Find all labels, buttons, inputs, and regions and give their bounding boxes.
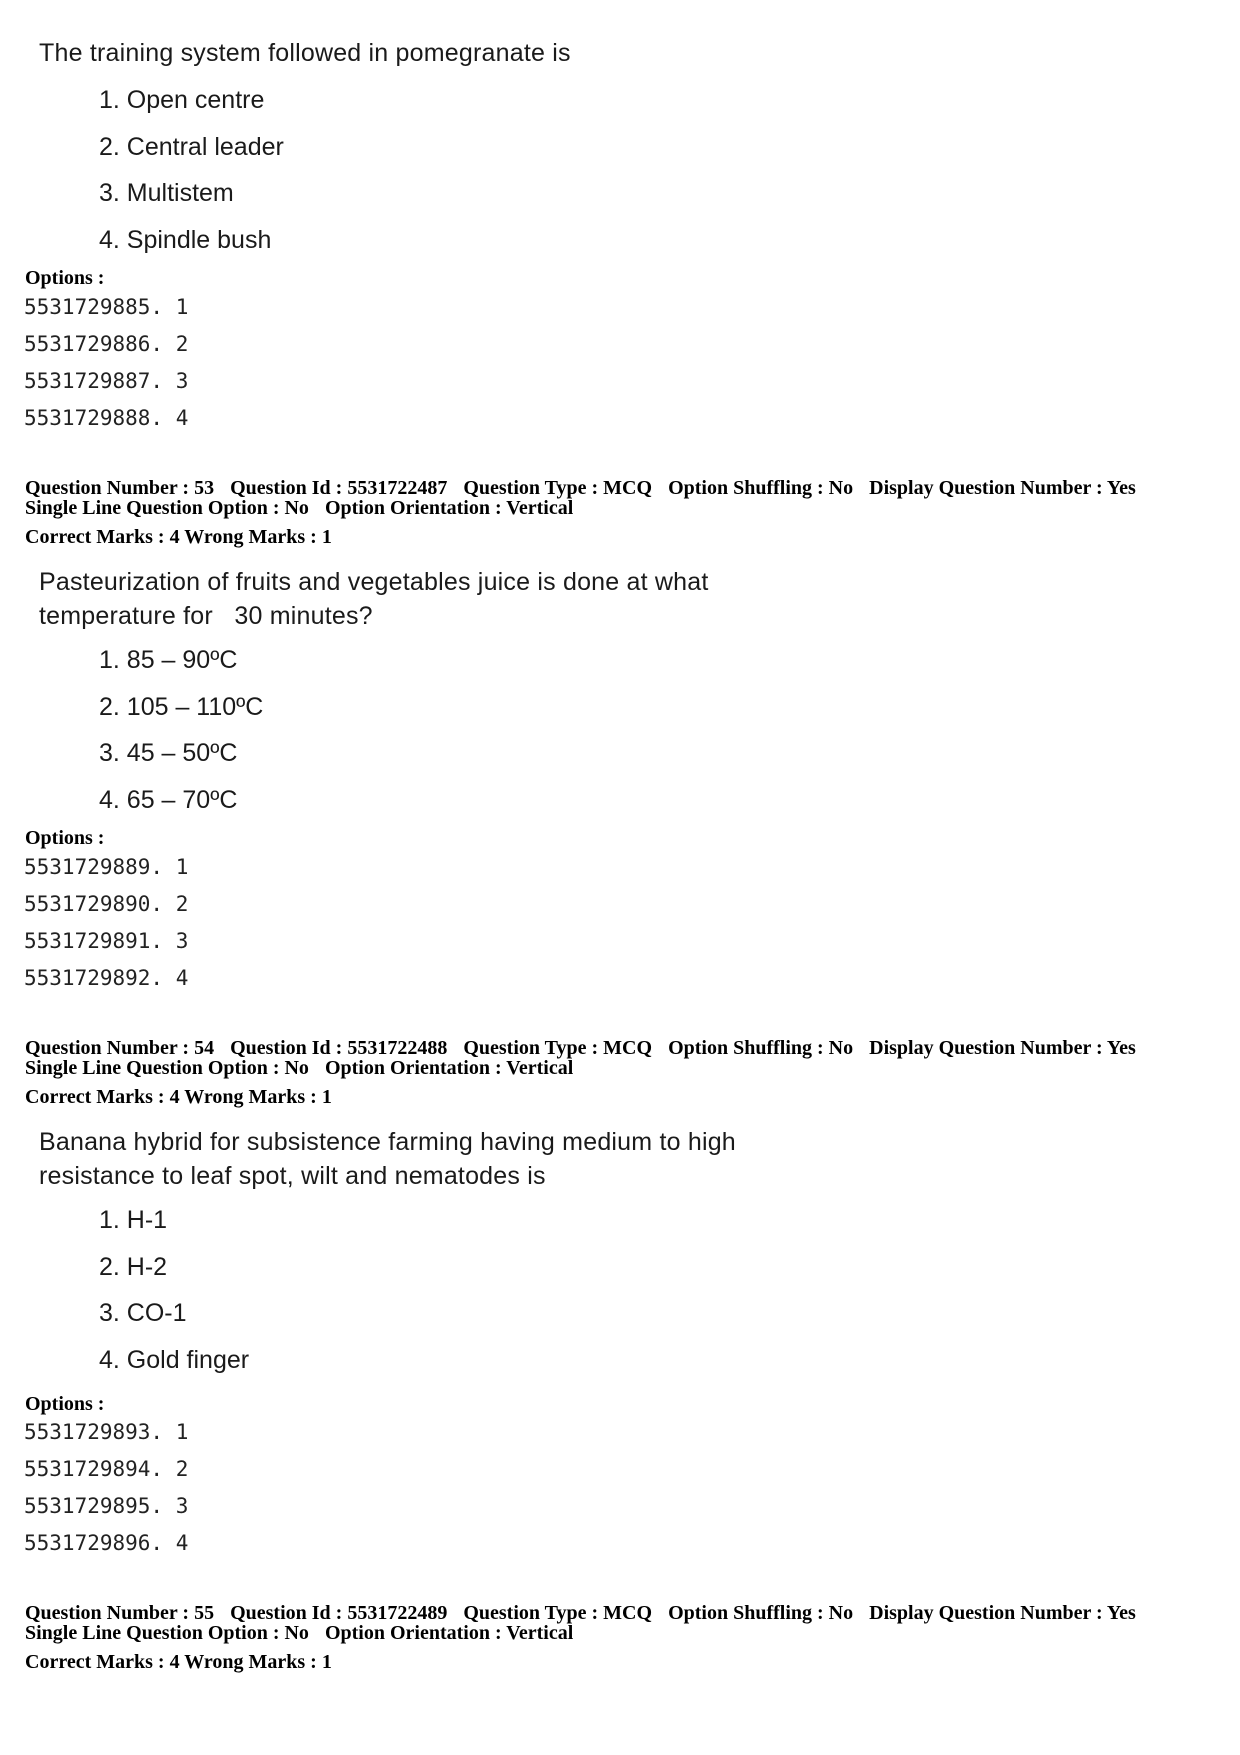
display-question-number: Display Question Number : Yes: [869, 477, 1136, 499]
single-line-option: Single Line Question Option : No: [25, 497, 309, 519]
wrong-marks: Wrong Marks : 1: [184, 1086, 332, 1108]
option-id: 5531729887. 3: [24, 369, 189, 393]
single-line-option: Single Line Question Option : No: [25, 1057, 309, 1079]
choice-3: 3. CO-1: [99, 1299, 187, 1327]
option-id: 5531729893. 1: [24, 1420, 189, 1444]
question-number: Question Number : 54: [25, 1037, 215, 1059]
question-type: Question Type : MCQ: [463, 1602, 653, 1624]
option-id: 5531729890. 2: [24, 892, 189, 916]
option-orientation: Option Orientation : Vertical: [324, 1622, 574, 1644]
choice-2: 2. 105 – 110ºC: [99, 692, 264, 721]
option-shuffling: Option Shuffling : No: [668, 1602, 854, 1624]
option-shuffling: Option Shuffling : No: [668, 1037, 854, 1059]
choice-2: 2. Central leader: [99, 132, 284, 161]
question-text: The training system followed in pomegranate is: [39, 39, 571, 67]
choice-4: 4. Spindle bush: [99, 225, 272, 254]
choice-2: 2. H-2: [99, 1252, 168, 1281]
option-id: 5531729888. 4: [24, 406, 189, 430]
question-id: Question Id : 5531722487: [230, 477, 448, 499]
display-question-number: Display Question Number : Yes: [869, 1037, 1136, 1059]
question-type: Question Type : MCQ: [463, 1037, 653, 1059]
marks-line: [25, 526, 332, 548]
options-list: [24, 1419, 188, 1567]
marks-line: [25, 1651, 332, 1673]
option-shuffling: Option Shuffling : No: [668, 477, 854, 499]
option-id: 5531729885. 1: [24, 295, 189, 319]
choice-1: 1. Open centre: [99, 86, 265, 114]
option-id: 5531729896. 4: [24, 1531, 189, 1555]
choice-4: 4. 65 – 70ºC: [99, 785, 238, 814]
question-meta-line1: [25, 1038, 1225, 1058]
question-text-line2: temperature for 30 minutes?: [39, 602, 373, 630]
question-meta-line1: [25, 478, 1225, 498]
question-text-line1: Banana hybrid for subsistence farming having medium to high: [39, 1128, 736, 1156]
question-number: Question Number : 53: [25, 477, 215, 499]
option-orientation: Option Orientation : Vertical: [324, 497, 574, 519]
option-id: 5531729894. 2: [24, 1457, 189, 1481]
correct-marks: Correct Marks : 4: [25, 1651, 180, 1673]
question-meta-line1: [25, 1603, 1225, 1623]
choice-4: 4. Gold finger: [99, 1345, 250, 1374]
correct-marks: Correct Marks : 4: [25, 1086, 180, 1108]
choice-3: 3. 45 – 50ºC: [99, 739, 238, 767]
question-text-line1: Pasteurization of fruits and vegetables juice is done at what: [39, 568, 709, 596]
wrong-marks: Wrong Marks : 1: [184, 1651, 332, 1673]
marks-line: [25, 1086, 332, 1108]
option-id: 5531729895. 3: [24, 1494, 189, 1518]
question-type: Question Type : MCQ: [463, 477, 653, 499]
option-orientation: Option Orientation : Vertical: [324, 1057, 574, 1079]
question-choices: [99, 83, 284, 269]
question-text-line2: resistance to leaf spot, wilt and nematodes is: [39, 1162, 546, 1190]
option-id: 5531729886. 2: [24, 332, 189, 356]
choice-1: 1. H-1: [99, 1206, 168, 1234]
options-label: Options :: [25, 827, 105, 849]
question-number: Question Number : 55: [25, 1602, 215, 1624]
options-label: Options :: [25, 1393, 105, 1415]
question-meta-line2: [25, 498, 1225, 518]
correct-marks: Correct Marks : 4: [25, 526, 180, 548]
options-list: [24, 294, 188, 442]
option-id: 5531729891. 3: [24, 929, 189, 953]
question-meta-line2: [25, 1058, 1225, 1078]
wrong-marks: Wrong Marks : 1: [184, 526, 332, 548]
display-question-number: Display Question Number : Yes: [869, 1602, 1136, 1624]
single-line-option: Single Line Question Option : No: [25, 1622, 309, 1644]
option-id: 5531729892. 4: [24, 966, 189, 990]
option-id: 5531729889. 1: [24, 855, 189, 879]
options-label: Options :: [25, 267, 105, 289]
question-choices: [99, 1203, 249, 1389]
choice-1: 1. 85 – 90ºC: [99, 646, 238, 674]
choice-3: 3. Multistem: [99, 179, 234, 207]
question-choices: [99, 643, 263, 829]
options-list: [24, 854, 188, 1002]
question-id: Question Id : 5531722489: [230, 1602, 448, 1624]
question-id: Question Id : 5531722488: [230, 1037, 448, 1059]
question-meta-line2: [25, 1623, 1225, 1643]
